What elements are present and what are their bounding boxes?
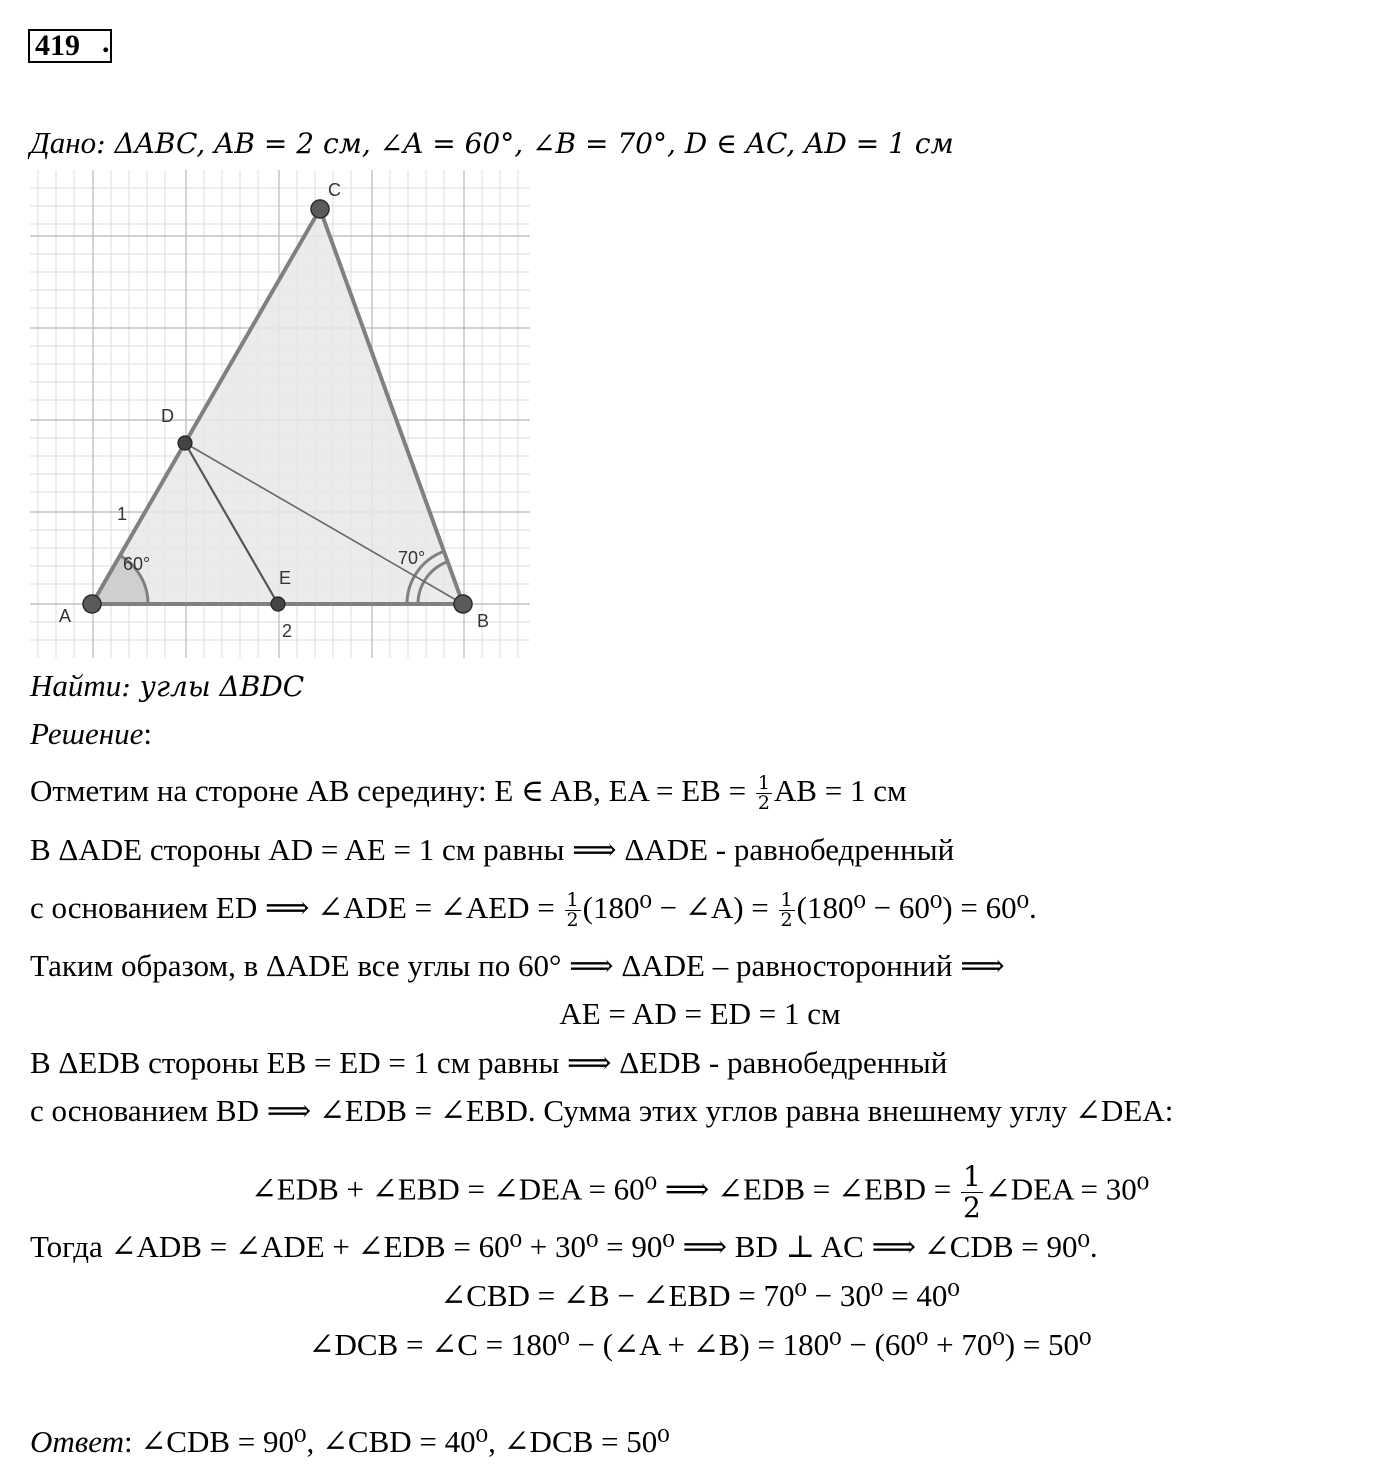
line-4: Таким образом, в ΔADE все углы по 60° ⟹ ΔADE – равносторонний ⟹	[30, 948, 1005, 983]
line-1-part-a: Отметим на стороне AB середину: E ∈ AB, EA = EB =	[30, 773, 754, 808]
solution-line-1	[30, 771, 907, 813]
triangle-abc-fill	[92, 209, 463, 604]
solution-line-8	[0, 1162, 1400, 1223]
point-a	[83, 595, 101, 613]
solution-line-3	[30, 888, 1037, 930]
point-e	[271, 597, 285, 611]
answer-label: Ответ	[30, 1424, 124, 1459]
solution-colon: :	[143, 716, 152, 751]
angle-a-label: 60°	[123, 554, 151, 574]
fraction-half-3: $\frac{1}{2}$	[780, 889, 793, 932]
line-1-part-b: AB = 1 см	[773, 773, 907, 808]
solution-label: Решение	[30, 716, 144, 751]
solution-line-9	[30, 1227, 1098, 1267]
given-text: : ΔABC, AB = 2 см, ∠A = 60°, ∠B = 70°, D ∈ AC, AD = 1 см	[96, 127, 954, 160]
label-c: C	[328, 180, 341, 200]
label-d: D	[161, 406, 174, 426]
line-3-part-b: (180⁰ − ∠A) =	[582, 890, 777, 925]
tick-label-1: 1	[117, 504, 128, 524]
triangle-figure	[30, 170, 530, 658]
line-10: ∠CBD = ∠B − ∠EBD = 70⁰ − 30⁰ = 40⁰	[440, 1278, 960, 1313]
line-9: Тогда ∠ADB = ∠ADE + ∠EDB = 60⁰ + 30⁰ = 90⁰ ⟹ BD ⊥ AC ⟹ ∠CDB = 90⁰.	[30, 1229, 1098, 1264]
given-line	[30, 123, 954, 164]
solution-line-6	[30, 1043, 947, 1083]
fraction-half-2: $\frac{1}{2}$	[566, 889, 579, 932]
solution-line-7	[30, 1091, 1173, 1131]
line-5: AE = AD = ED = 1 см	[559, 996, 841, 1031]
solution-line-4	[30, 946, 1005, 986]
line-8-part-a: ∠EDB + ∠EBD = ∠DEA = 60⁰ ⟹ ∠EDB = ∠EBD =	[250, 1171, 959, 1207]
problem-number: 419	[35, 29, 80, 62]
line-11: ∠DCB = ∠C = 180⁰ − (∠A + ∠B) = 180⁰ − (60⁰ + 70⁰) = 50⁰	[308, 1327, 1092, 1362]
point-d	[178, 436, 192, 450]
answer-text: : ∠CDB = 90⁰, ∠CBD = 40⁰, ∠DCB = 50⁰	[123, 1424, 670, 1459]
fraction-half-4: $\frac{1}{2}$	[962, 1160, 981, 1224]
angle-b-label: 70°	[398, 548, 426, 568]
answer-line	[30, 1422, 670, 1462]
label-b: B	[477, 611, 490, 631]
line-2: В ΔADE стороны AD = AE = 1 см равны ⟹ ΔADE - равнобедренный	[30, 832, 955, 867]
solution-line-10	[0, 1276, 1400, 1316]
point-c	[311, 200, 329, 218]
solution-line-2	[30, 830, 954, 870]
problem-number-dot: .	[102, 26, 110, 59]
line-3-part-a: с основанием ED ⟹ ∠ADE = ∠AED =	[30, 890, 563, 925]
solution-heading	[30, 714, 152, 754]
fraction-half-1: $\frac{1}{2}$	[757, 772, 770, 815]
solution-line-11	[0, 1325, 1400, 1365]
line-7: с основанием BD ⟹ ∠EDB = ∠EBD. Сумма этих углов равна внешнему углу ∠DEA:	[30, 1093, 1174, 1128]
point-b	[454, 595, 472, 613]
label-a: A	[59, 606, 72, 626]
tick-label-2: 2	[282, 621, 293, 641]
line-6: В ΔEDB стороны EB = ED = 1 см равны ⟹ ΔEDB - равнобедренный	[30, 1045, 948, 1080]
line-8-part-b: ∠DEA = 30⁰	[984, 1171, 1150, 1207]
find-label: Найти	[30, 668, 122, 703]
find-line	[30, 666, 304, 707]
problem-number-box	[28, 29, 112, 63]
line-3-part-c: (180⁰ − 60⁰) = 60⁰.	[796, 890, 1037, 925]
find-text: : углы ΔBDC	[121, 670, 305, 703]
given-label: Дано	[30, 125, 97, 160]
solution-line-5	[0, 994, 1400, 1034]
label-e: E	[279, 568, 292, 588]
